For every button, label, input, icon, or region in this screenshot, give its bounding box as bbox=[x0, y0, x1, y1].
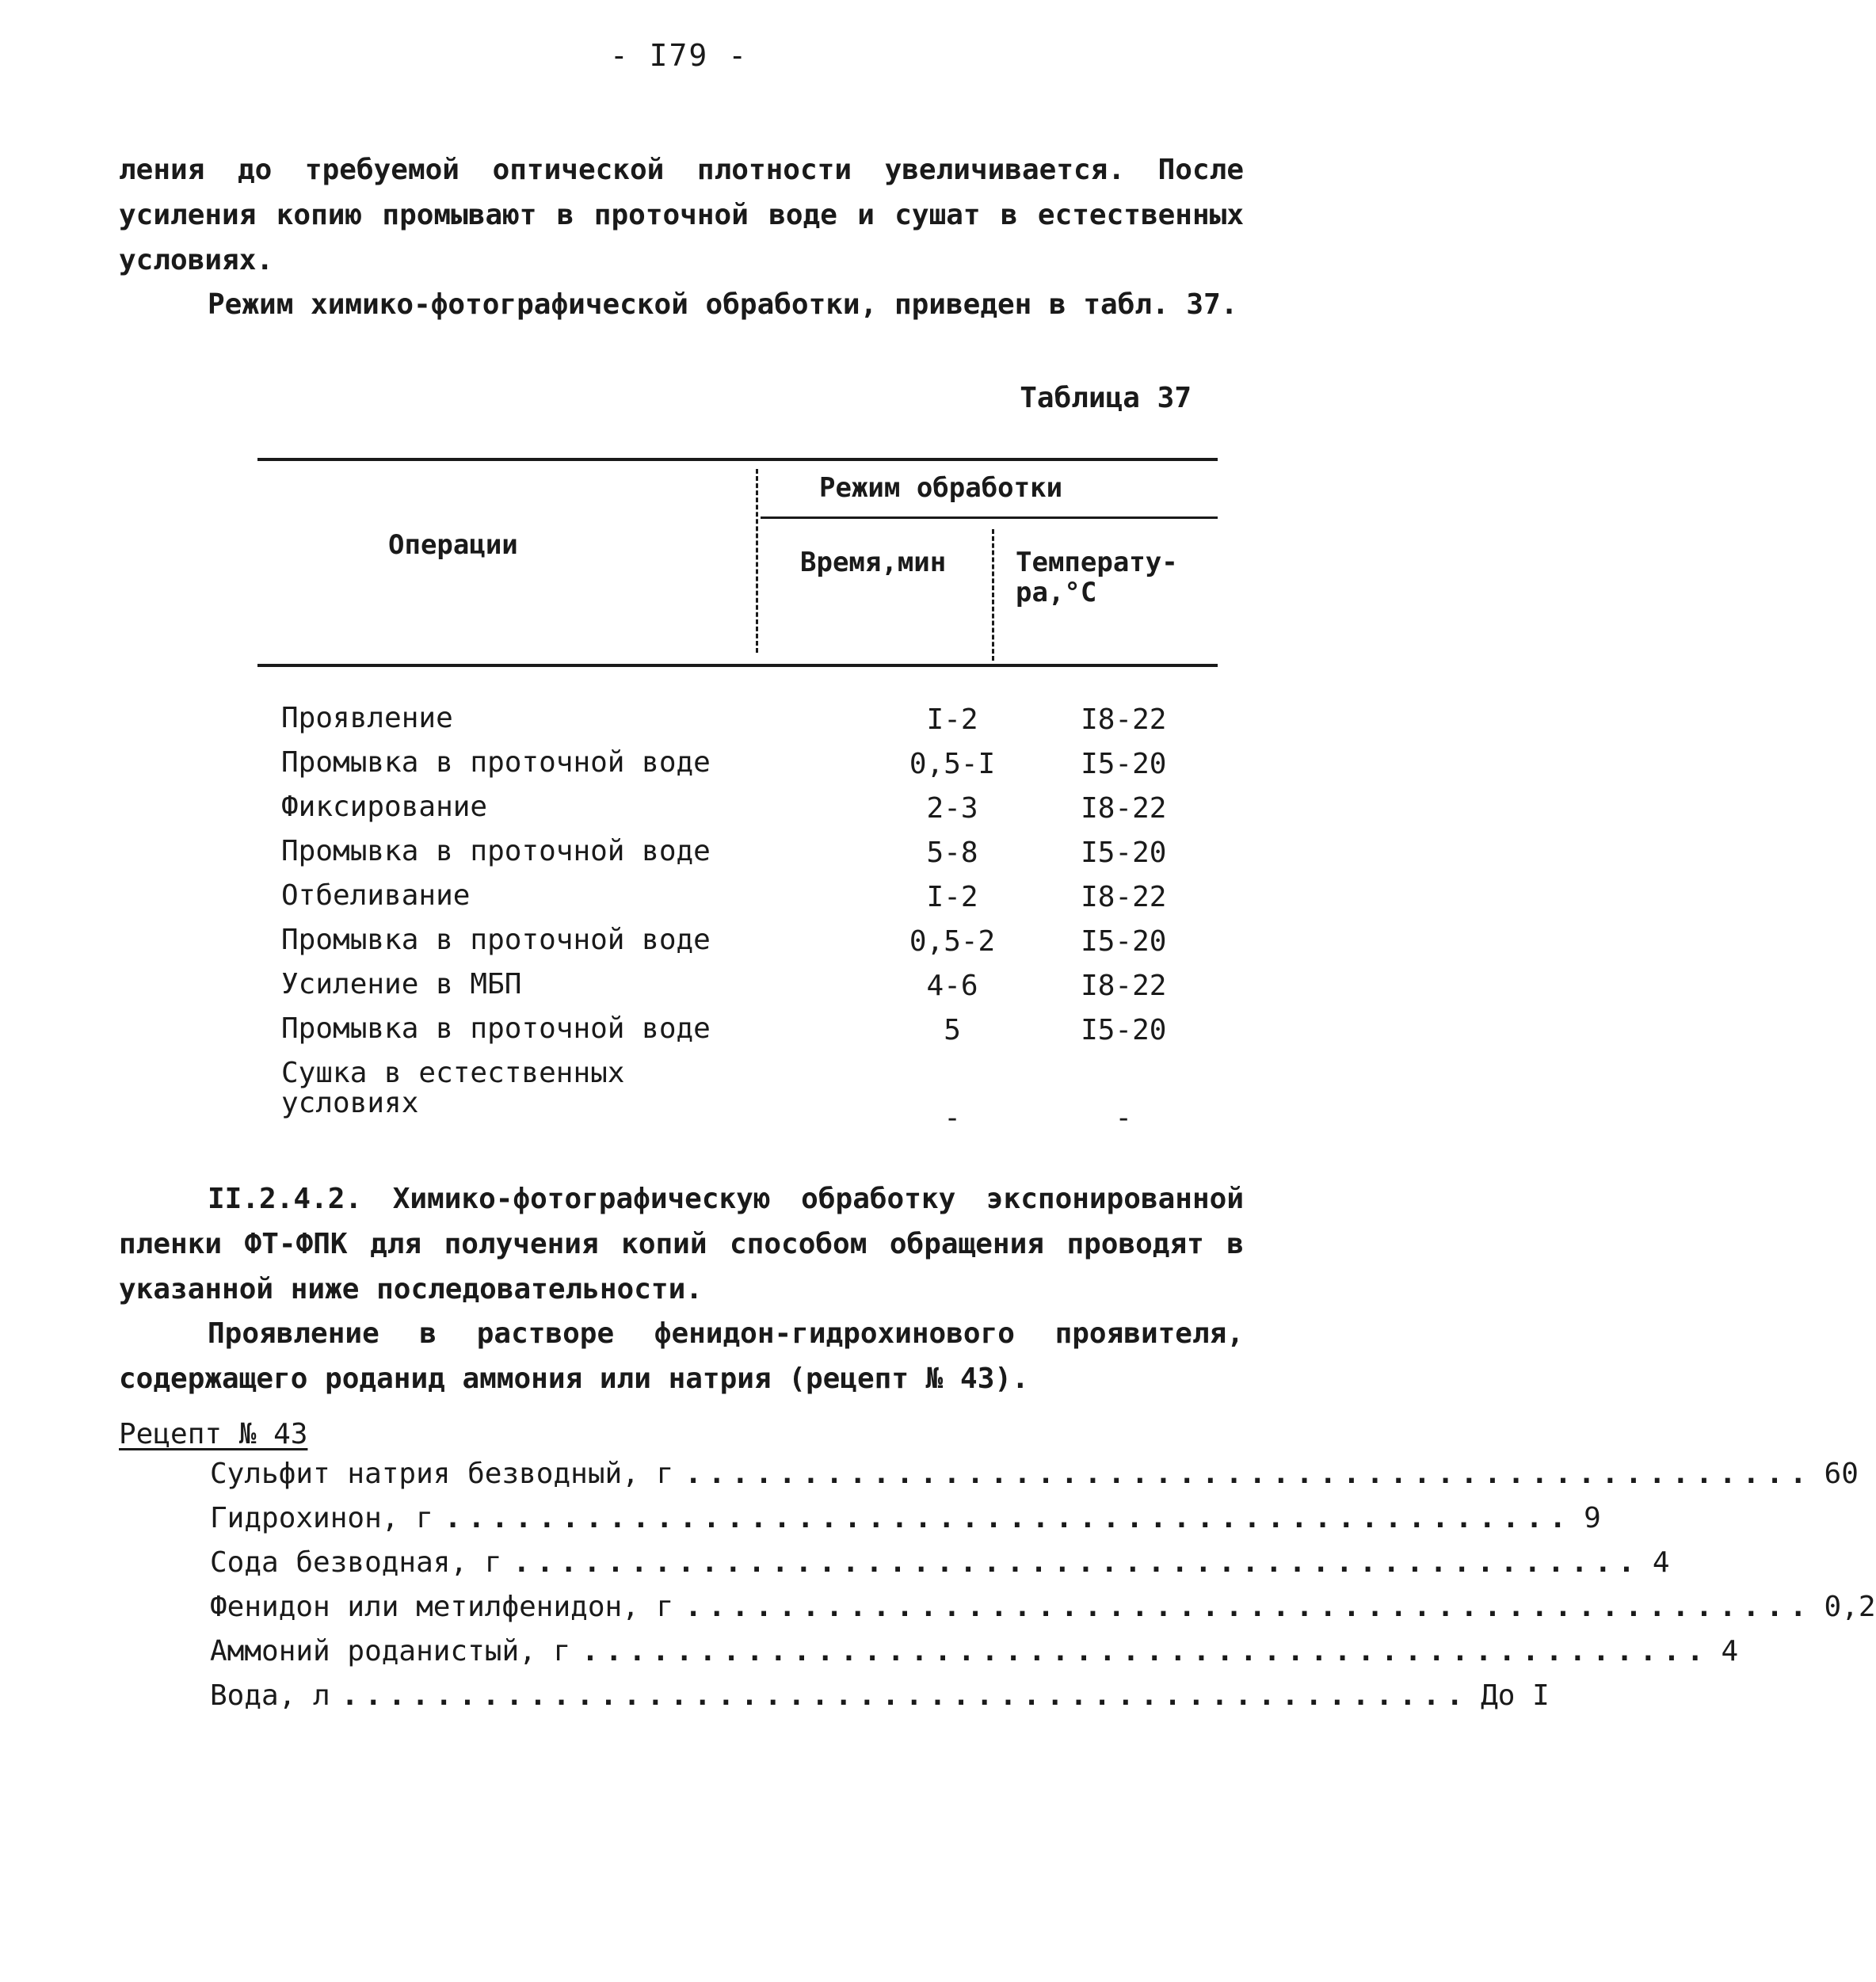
paragraph-development: Проявление в растворе фенидон-гидрохинового проявителя, содержащего роданид аммония или натрия (рецепт № 43). bbox=[119, 1317, 1244, 1395]
recipe-amount: 0,2 bbox=[1824, 1591, 1876, 1623]
temperature-cell: I5-20 bbox=[1081, 748, 1167, 780]
header-temperature-line1: Температу- bbox=[1016, 547, 1178, 578]
list-item bbox=[210, 1458, 1859, 1502]
temperature-cell: - bbox=[1115, 1102, 1133, 1134]
header-operations: Операции bbox=[388, 529, 518, 561]
table-row bbox=[281, 703, 1216, 748]
time-cell: 5-8 bbox=[926, 837, 978, 869]
table-column-separator-2 bbox=[992, 529, 994, 661]
time-cell: 4-6 bbox=[926, 970, 978, 1002]
recipe-ingredient: Сульфит натрия безводный, г bbox=[210, 1458, 674, 1490]
table-row bbox=[281, 1058, 1216, 1142]
operation-cell: Промывка в проточной воде bbox=[281, 924, 711, 956]
table-row bbox=[281, 837, 1216, 881]
leader-dots: ................................................ bbox=[684, 1591, 1813, 1623]
leader-dots: ................................................ bbox=[341, 1679, 1470, 1712]
temperature-cell: I8-22 bbox=[1081, 970, 1167, 1002]
list-item bbox=[210, 1635, 1739, 1679]
table-row bbox=[281, 925, 1216, 970]
list-item bbox=[210, 1591, 1876, 1635]
temperature-cell: I5-20 bbox=[1081, 837, 1167, 869]
table-column-separator-1 bbox=[756, 469, 758, 653]
recipe-amount: 4 bbox=[1721, 1635, 1739, 1668]
time-cell: I-2 bbox=[926, 881, 978, 913]
operation-cell: Промывка в проточной воде bbox=[281, 835, 711, 867]
leader-dots: ................................................ bbox=[513, 1546, 1642, 1579]
recipe-ingredient: Аммоний роданистый, г bbox=[210, 1635, 571, 1668]
table-header-bottom-rule bbox=[257, 664, 1218, 667]
recipe-amount: До I bbox=[1481, 1679, 1550, 1712]
table-mode-rule bbox=[761, 516, 1218, 519]
operation-cell: Усиление в МБП bbox=[281, 968, 522, 1001]
processing-table bbox=[281, 703, 1216, 1142]
temperature-cell: I5-20 bbox=[1081, 1014, 1167, 1046]
paragraph-section-11-2-4-2: II.2.4.2. Химико-фотографическую обработку экспонированной пленки ФТ-ФПК для получения копий способом обращения проводят в указанной ниже последовательности. bbox=[119, 1183, 1244, 1305]
table-top-rule bbox=[257, 458, 1218, 461]
operation-cell: Промывка в проточной воде bbox=[281, 1012, 711, 1045]
recipe-title: Рецепт № 43 bbox=[119, 1418, 308, 1450]
header-temperature-line2: ра,°С bbox=[1016, 577, 1097, 608]
time-cell: 0,5-2 bbox=[909, 925, 996, 958]
recipe-amount: 4 bbox=[1652, 1546, 1670, 1579]
table-row bbox=[281, 1014, 1216, 1058]
temperature-cell: I5-20 bbox=[1081, 925, 1167, 958]
recipe-ingredient: Гидрохинон, г bbox=[210, 1502, 433, 1534]
time-cell: 5 bbox=[944, 1014, 961, 1046]
recipe-list bbox=[210, 1458, 1876, 1724]
paragraph-continuation: ления до требуемой оптической плотности увеличивается. После усиления копию промывают в проточной воде и сушат в естественных условиях. bbox=[119, 154, 1244, 276]
time-cell: 2-3 bbox=[926, 792, 978, 825]
recipe-ingredient: Фенидон или метилфенидон, г bbox=[210, 1591, 674, 1623]
leader-dots: ................................................ bbox=[684, 1458, 1813, 1490]
page-number: - I79 - bbox=[609, 38, 749, 73]
temperature-cell: I8-22 bbox=[1081, 881, 1167, 913]
operation-cell: Промывка в проточной воде bbox=[281, 746, 711, 779]
header-time: Время,мин bbox=[800, 547, 947, 578]
table-row bbox=[281, 881, 1216, 925]
recipe-amount: 60 bbox=[1824, 1458, 1859, 1490]
operation-cell: Проявление bbox=[281, 702, 453, 734]
time-cell: - bbox=[944, 1102, 961, 1134]
time-cell: I-2 bbox=[926, 703, 978, 736]
recipe-ingredient: Сода безводная, г bbox=[210, 1546, 502, 1579]
leader-dots: ................................................ bbox=[444, 1502, 1573, 1534]
table-row bbox=[281, 792, 1216, 837]
temperature-cell: I8-22 bbox=[1081, 703, 1167, 736]
table-row bbox=[281, 748, 1216, 792]
recipe-amount: 9 bbox=[1584, 1502, 1601, 1534]
list-item bbox=[210, 1679, 1550, 1724]
recipe-ingredient: Вода, л bbox=[210, 1679, 330, 1712]
table-row bbox=[281, 970, 1216, 1014]
operation-cell: Отбеливание bbox=[281, 879, 471, 912]
operation-cell: Сушка в естественных условиях bbox=[281, 1057, 625, 1119]
list-item bbox=[210, 1546, 1670, 1591]
time-cell: 0,5-I bbox=[909, 748, 996, 780]
leader-dots: ................................................ bbox=[581, 1635, 1710, 1668]
paragraph-table-reference: Режим химико-фотографической обработки, приведен в табл. 37. bbox=[208, 288, 1238, 321]
header-processing-mode: Режим обработки bbox=[819, 472, 1063, 504]
table-caption: Таблица 37 bbox=[1020, 382, 1192, 414]
temperature-cell: I8-22 bbox=[1081, 792, 1167, 825]
operation-cell: Фиксирование bbox=[281, 791, 488, 823]
list-item bbox=[210, 1502, 1601, 1546]
